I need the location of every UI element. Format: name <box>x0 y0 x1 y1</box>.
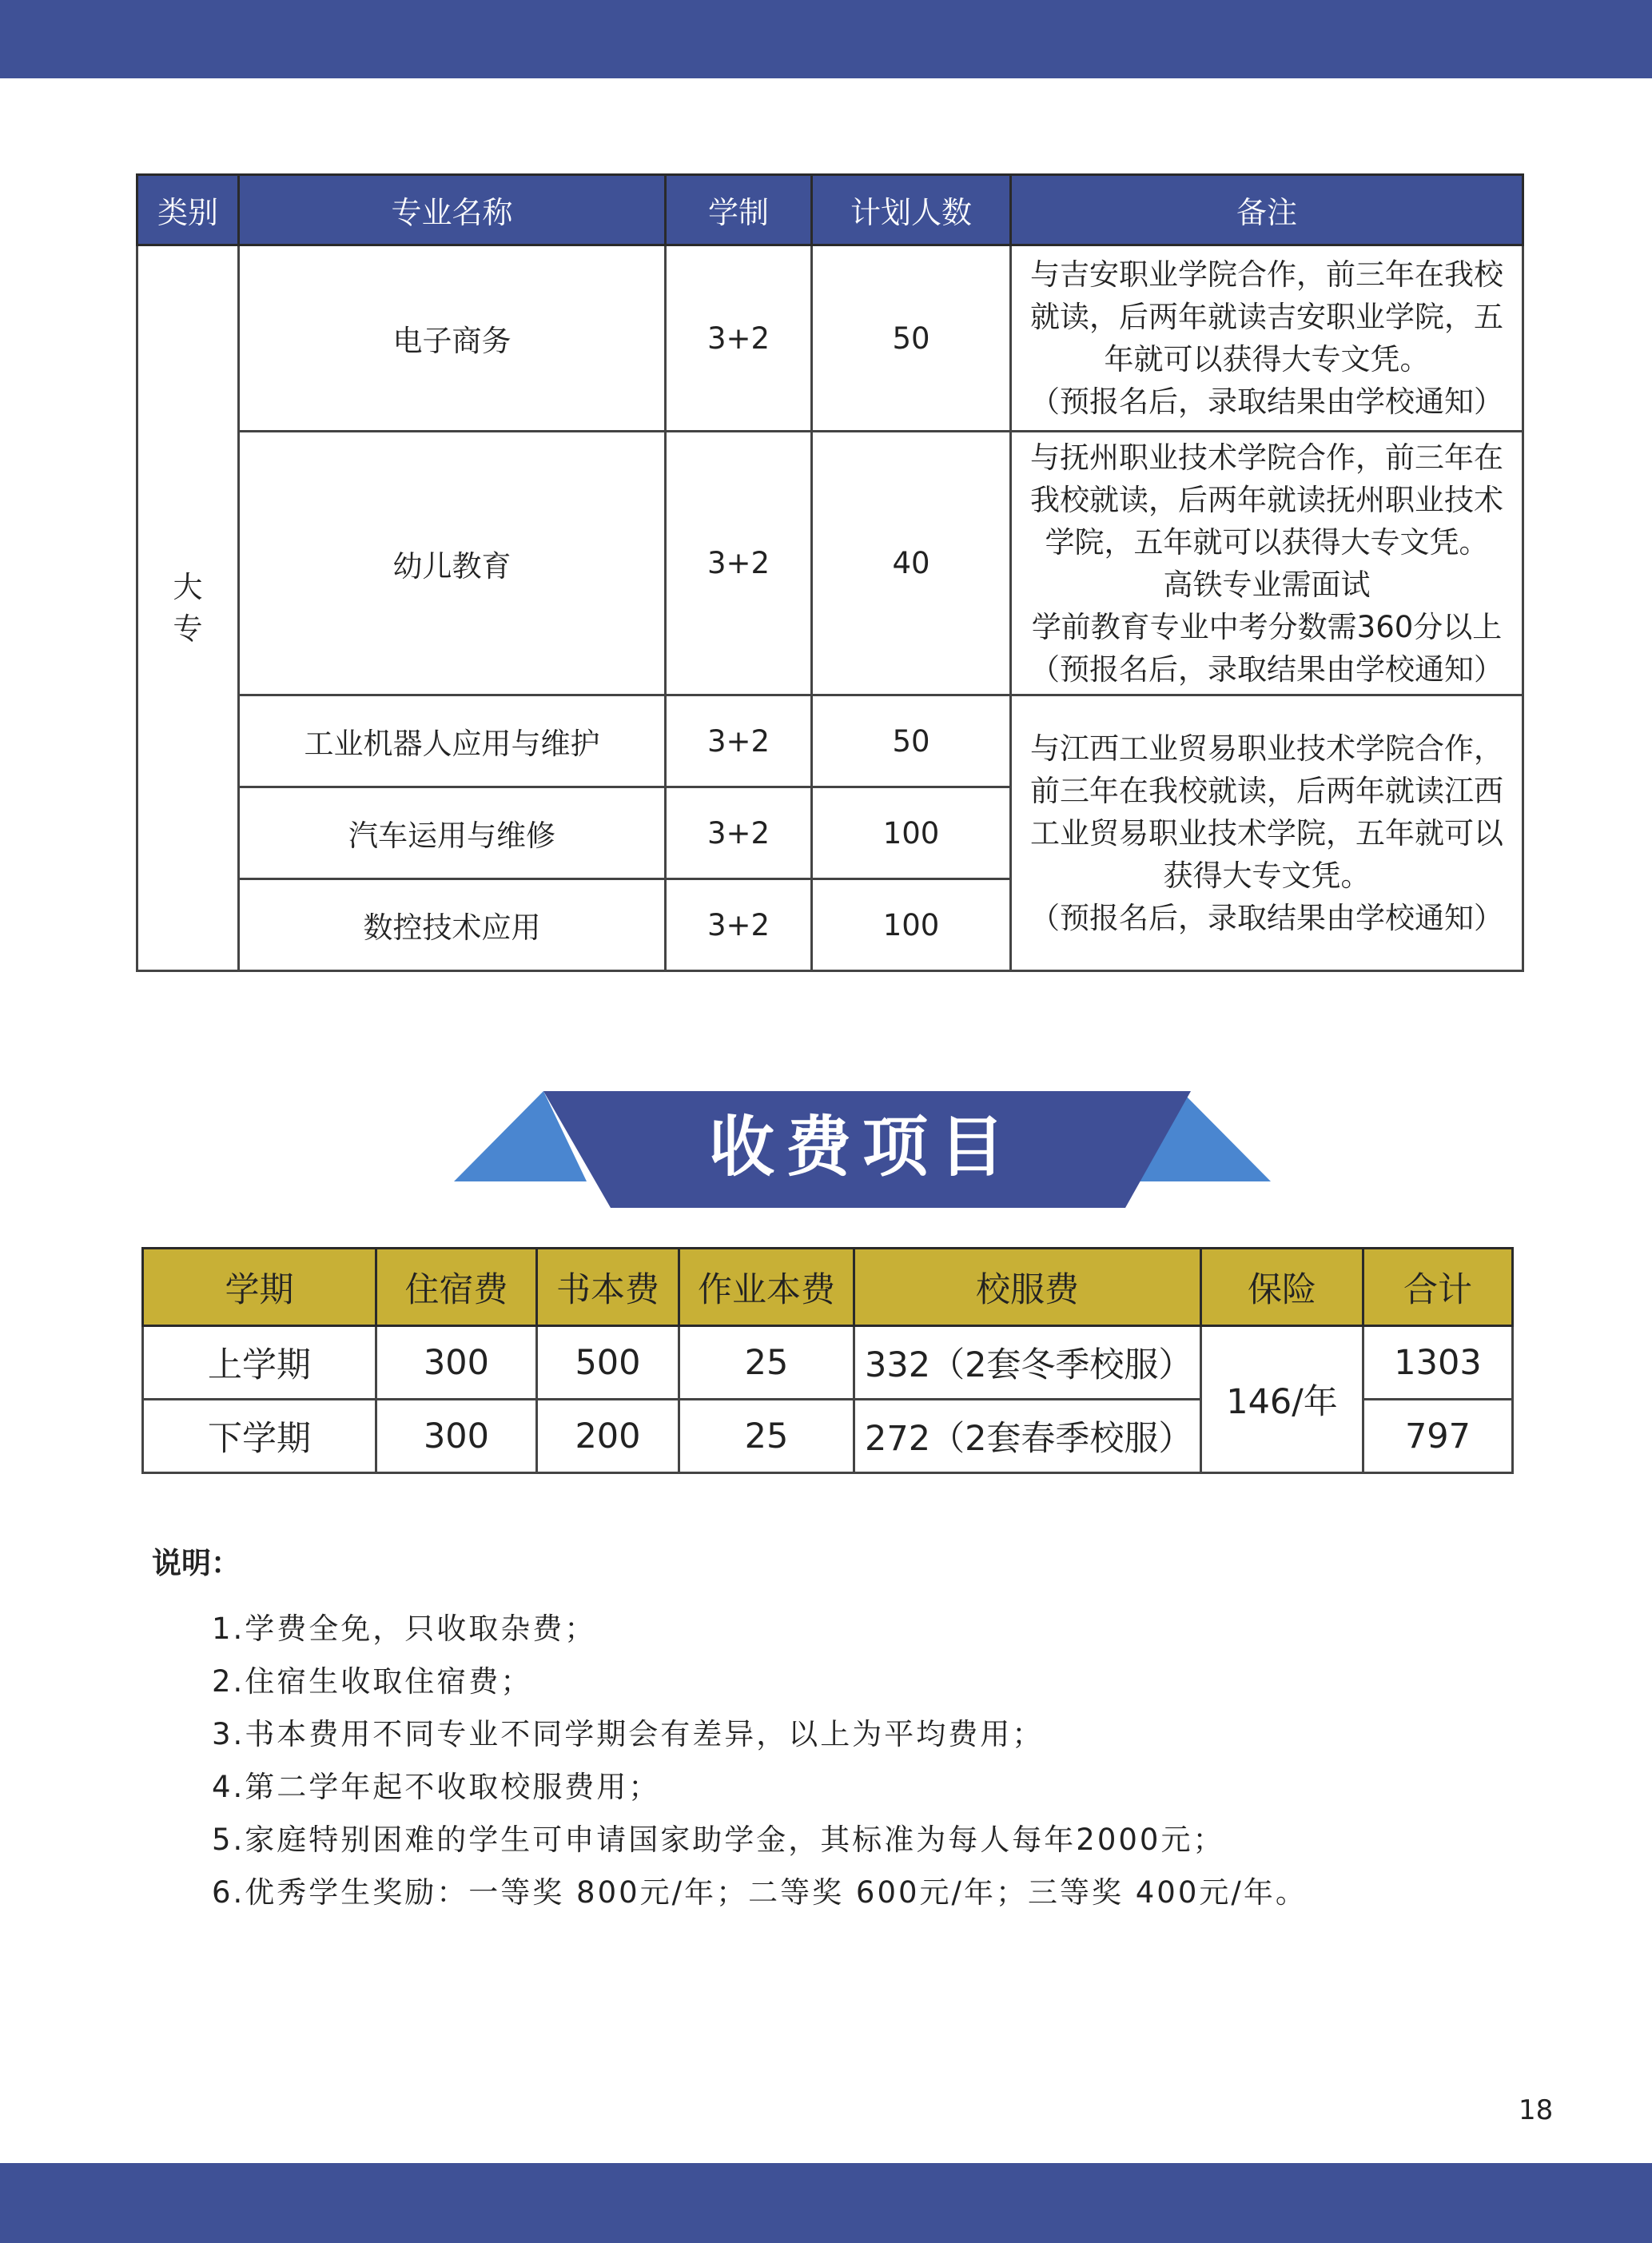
note-line: 与吉安职业学院合作，前三年在我校 <box>1030 257 1503 292</box>
list-item: 3.书本费用不同专业不同学期会有差异，以上为平均费用； <box>212 1717 1045 1751</box>
total-fee: 1303 <box>1363 1326 1513 1400</box>
header-term: 学期 <box>143 1249 376 1326</box>
header-lodging: 住宿费 <box>376 1249 537 1326</box>
uniform-fee: 272（2套春季校服） <box>854 1400 1201 1473</box>
major-name: 电子商务 <box>239 245 666 432</box>
duration: 3+2 <box>666 695 812 787</box>
total-fee: 797 <box>1363 1400 1513 1473</box>
note-line: 我校就读，后两年就读抚州职业技术 <box>1030 482 1503 517</box>
major-name: 汽车运用与维修 <box>239 787 666 879</box>
note-cell <box>1011 695 1523 971</box>
insurance-fee: 146/年 <box>1201 1326 1363 1473</box>
header-duration: 学制 <box>666 175 812 245</box>
note-line: 与江西工业贸易职业技术学院合作， <box>1030 731 1503 766</box>
header-planned-count: 计划人数 <box>812 175 1011 245</box>
duration: 3+2 <box>666 432 812 695</box>
header-category: 类别 <box>137 175 239 245</box>
note-line: 年就可以获得大专文凭。 <box>1104 342 1430 376</box>
category-label: 大专 <box>173 569 203 646</box>
note-line: 前三年在我校就读，后两年就读江西 <box>1030 773 1503 808</box>
note-line: （预报名后，录取结果由学校通知） <box>1030 651 1503 687</box>
note-line: 高铁专业需面试 <box>1163 567 1371 602</box>
header-uniform: 校服费 <box>854 1249 1201 1326</box>
note-line: （预报名后，录取结果由学校通知） <box>1030 900 1503 935</box>
duration: 3+2 <box>666 245 812 432</box>
table-row <box>137 695 1523 787</box>
header-major: 专业名称 <box>239 175 666 245</box>
header-insurance: 保险 <box>1201 1249 1363 1326</box>
book-fee: 500 <box>537 1326 679 1400</box>
fee-section-title: 收费项目 <box>708 1110 1016 1185</box>
table-row <box>137 245 1523 432</box>
planned-count: 100 <box>812 787 1011 879</box>
list-item: 1.学费全免，只收取杂费； <box>212 1612 597 1646</box>
list-item: 6.优秀学生奖励：一等奖 800元/年；二等奖 600元/年；三等奖 400元/年。 <box>212 1875 1308 1910</box>
programs-table <box>136 173 1524 972</box>
table-row <box>143 1326 1513 1400</box>
header-total: 合计 <box>1363 1249 1513 1326</box>
fees-table <box>141 1247 1514 1474</box>
programs-header-row <box>137 175 1523 245</box>
fees-header-row <box>143 1249 1513 1326</box>
category-cell <box>137 245 239 971</box>
duration: 3+2 <box>666 787 812 879</box>
note-line: 工业贸易职业技术学院，五年就可以 <box>1030 815 1503 851</box>
planned-count: 50 <box>812 695 1011 787</box>
note-cell <box>1011 432 1523 695</box>
page-number: 18 <box>1519 2094 1554 2126</box>
major-name: 工业机器人应用与维护 <box>239 695 666 787</box>
list-item: 4.第二学年起不收取校服费用； <box>212 1770 661 1804</box>
term: 上学期 <box>143 1326 376 1400</box>
header-books: 书本费 <box>537 1249 679 1326</box>
list-item: 5.家庭特别困难的学生可申请国家助学金，其标准为每人每年2000元； <box>212 1823 1225 1857</box>
notes-list <box>212 1603 1308 1919</box>
note-cell <box>1011 245 1523 432</box>
fee-section-banner <box>454 1091 1271 1208</box>
major-name: 幼儿教育 <box>239 432 666 695</box>
planned-count: 50 <box>812 245 1011 432</box>
note-line: 学院，五年就可以获得大专文凭。 <box>1045 524 1489 560</box>
header-notes: 备注 <box>1011 175 1523 245</box>
lodging-fee: 300 <box>376 1400 537 1473</box>
notes-title: 说明： <box>152 1546 241 1580</box>
note-line: （预报名后，录取结果由学校通知） <box>1030 384 1503 419</box>
major-name: 数控技术应用 <box>239 879 666 971</box>
table-row <box>137 432 1523 695</box>
note-line: 与抚州职业技术学院合作，前三年在 <box>1030 440 1503 475</box>
bottom-color-band <box>0 2163 1652 2243</box>
top-color-band <box>0 0 1652 78</box>
note-line: 学前教育专业中考分数需360分以上 <box>1031 609 1503 644</box>
note-line: 就读，后两年就读吉安职业学院，五 <box>1030 300 1503 334</box>
uniform-fee: 332（2套冬季校服） <box>854 1326 1201 1400</box>
workbook-fee: 25 <box>679 1326 854 1400</box>
planned-count: 100 <box>812 879 1011 971</box>
header-workbooks: 作业本费 <box>679 1249 854 1326</box>
book-fee: 200 <box>537 1400 679 1473</box>
note-line: 获得大专文凭。 <box>1163 858 1371 893</box>
term: 下学期 <box>143 1400 376 1473</box>
duration: 3+2 <box>666 879 812 971</box>
lodging-fee: 300 <box>376 1326 537 1400</box>
workbook-fee: 25 <box>679 1400 854 1473</box>
list-item: 2.住宿生收取住宿费； <box>212 1664 533 1699</box>
planned-count: 40 <box>812 432 1011 695</box>
